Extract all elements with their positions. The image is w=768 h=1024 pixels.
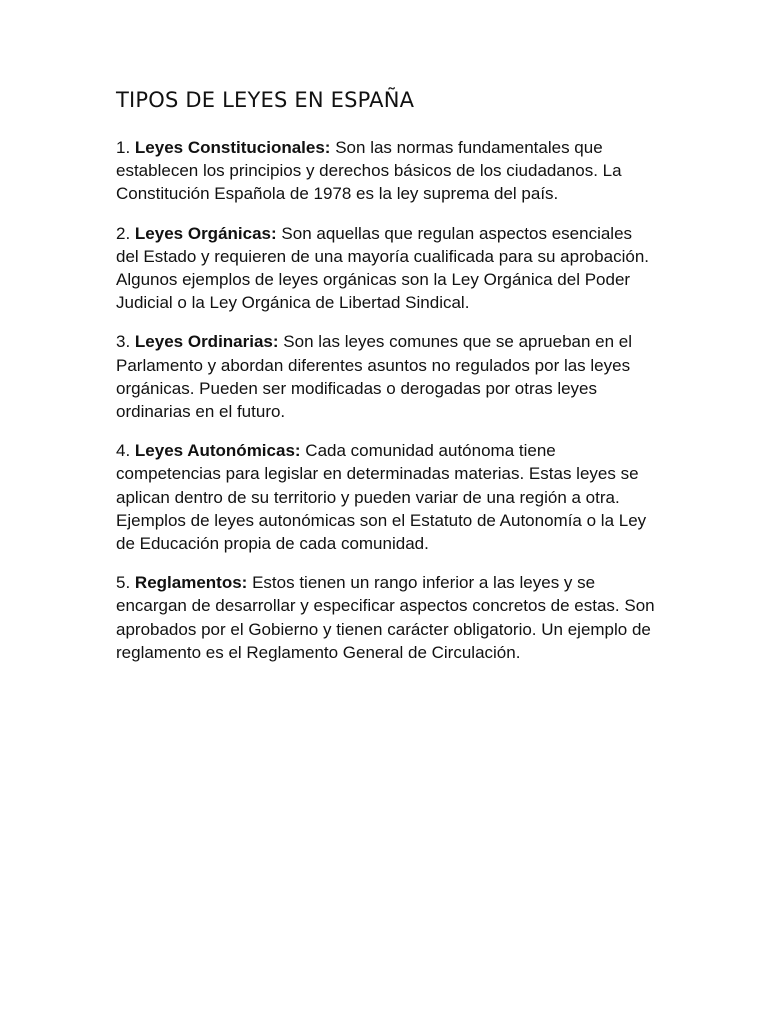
item-term: Leyes Autonómicas: <box>134 441 301 461</box>
item-term: Reglamentos: <box>134 573 248 593</box>
item-description: Son las leyes comunes que se aprueban en el Parlamento y abordan diferentes asuntos no regulados por las leyes orgánicas. Pueden ser modificadas o derogadas por otras leyes ordinarias en el futuro. <box>116 332 633 422</box>
item-number: 3. <box>116 332 131 352</box>
document-page <box>116 84 656 680</box>
law-type-item-organicas <box>116 222 656 315</box>
item-term: Leyes Ordinarias: <box>134 332 279 352</box>
item-number: 4. <box>116 441 131 461</box>
law-type-item-autonomicas <box>116 439 656 555</box>
law-type-item-constitucionales <box>116 136 656 206</box>
item-description: Cada comunidad autónoma tiene competencias para legislar en determinadas materias. Estas leyes se aplican dentro de su territorio y pueden variar de una región a otra. Ejemplos de leyes autonómicas son el Estatuto de Autonomía o la Ley de Educación propia de cada comunidad. <box>116 441 647 554</box>
item-number: 2. <box>116 223 131 243</box>
item-description: Estos tienen un rango inferior a las leyes y se encargan de desarrollar y especificar aspectos concretos de estas. Son aprobados por el Gobierno y tienen carácter obligatorio. Un ejemplo de reglamento es el Reglamento General de Circulación. <box>116 573 655 662</box>
law-type-item-reglamentos <box>116 571 656 664</box>
law-type-item-ordinarias <box>116 330 656 423</box>
item-term: Leyes Orgánicas: <box>134 223 277 243</box>
item-description: Son aquellas que regulan aspectos esenciales del Estado y requieren de una mayoría cualificada para su aprobación. Algunos ejemplos de leyes orgánicas son la Ley Orgánica del Poder Judicial o la Ley Orgánica de Libertad Sindical. <box>116 223 650 313</box>
item-number: 5. <box>116 573 131 593</box>
item-term: Leyes Constitucionales: <box>134 138 331 157</box>
item-number: 1. <box>116 138 131 157</box>
item-description: Son las normas fundamentales que establecen los principios y derechos básicos de los ciudadanos. La Constitución Española de 1978 es la ley suprema del país. <box>116 138 622 204</box>
page-title: TIPOS DE LEYES EN ESPAÑA <box>116 88 415 112</box>
